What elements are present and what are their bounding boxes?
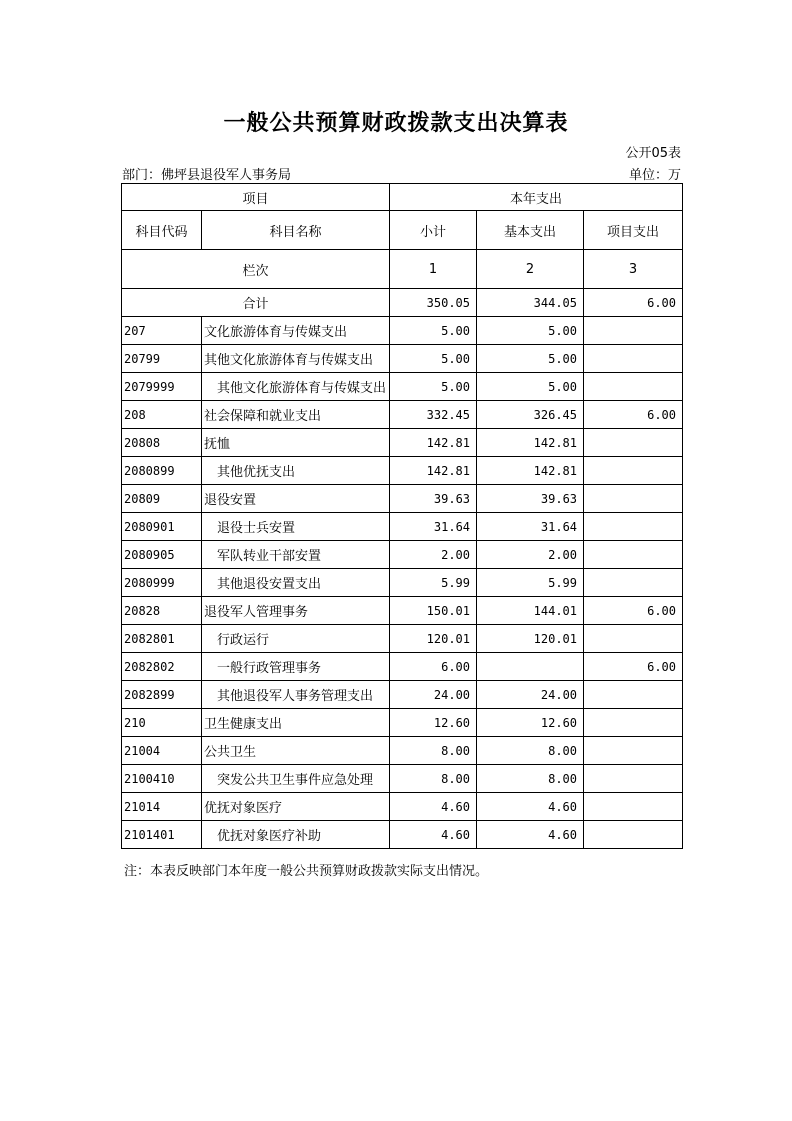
subject-code-cell: 21004 bbox=[122, 737, 202, 765]
column-index-3: 3 bbox=[584, 250, 683, 289]
header-basic: 基本支出 bbox=[477, 211, 584, 250]
subtotal-cell: 332.45 bbox=[390, 401, 477, 429]
table-row bbox=[122, 485, 683, 513]
subject-code-cell: 2082899 bbox=[122, 681, 202, 709]
basic-cell: 142.81 bbox=[477, 429, 584, 457]
basic-cell: 8.00 bbox=[477, 737, 584, 765]
project-cell bbox=[584, 513, 683, 541]
subject-code-cell: 20809 bbox=[122, 485, 202, 513]
basic-cell bbox=[477, 653, 584, 681]
project-cell bbox=[584, 541, 683, 569]
header-project: 项目 bbox=[122, 184, 390, 211]
project-cell bbox=[584, 709, 683, 737]
table-row bbox=[122, 793, 683, 821]
project-cell bbox=[584, 765, 683, 793]
project-cell bbox=[584, 821, 683, 849]
table-row bbox=[122, 401, 683, 429]
subject-code-cell: 2080901 bbox=[122, 513, 202, 541]
subject-name-cell: 其他文化旅游体育与传媒支出 bbox=[202, 373, 390, 401]
project-cell bbox=[584, 569, 683, 597]
table-row bbox=[122, 625, 683, 653]
subtotal-cell: 8.00 bbox=[390, 737, 477, 765]
subject-name-cell: 社会保障和就业支出 bbox=[202, 401, 390, 429]
project-cell bbox=[584, 681, 683, 709]
header-subject-code: 科目代码 bbox=[122, 211, 202, 250]
subject-name-cell: 突发公共卫生事件应急处理 bbox=[202, 765, 390, 793]
report-title: 一般公共预算财政拨款支出决算表 bbox=[223, 111, 569, 136]
project-cell: 6.00 bbox=[584, 597, 683, 625]
subject-name-cell: 卫生健康支出 bbox=[202, 709, 390, 737]
table-row bbox=[122, 373, 683, 401]
subject-code-cell: 208 bbox=[122, 401, 202, 429]
basic-cell: 5.00 bbox=[477, 345, 584, 373]
header-current-year: 本年支出 bbox=[390, 184, 683, 211]
subject-name-cell: 公共卫生 bbox=[202, 737, 390, 765]
project-cell: 6.00 bbox=[584, 653, 683, 681]
basic-cell: 326.45 bbox=[477, 401, 584, 429]
table-row bbox=[122, 653, 683, 681]
expenditure-table bbox=[121, 183, 683, 849]
table-row bbox=[122, 541, 683, 569]
subtotal-cell: 31.64 bbox=[390, 513, 477, 541]
subject-name-cell: 退役军人管理事务 bbox=[202, 597, 390, 625]
subtotal-cell: 8.00 bbox=[390, 765, 477, 793]
form-code: 公开05表 bbox=[625, 146, 681, 161]
header-row-2 bbox=[122, 211, 683, 250]
subject-code-cell: 2079999 bbox=[122, 373, 202, 401]
subtotal-cell: 5.99 bbox=[390, 569, 477, 597]
subject-code-cell: 207 bbox=[122, 317, 202, 345]
subtotal-cell: 5.00 bbox=[390, 345, 477, 373]
basic-cell: 24.00 bbox=[477, 681, 584, 709]
subject-name-cell: 一般行政管理事务 bbox=[202, 653, 390, 681]
basic-cell: 4.60 bbox=[477, 793, 584, 821]
department-label: 部门：佛坪县退役军人事务局 bbox=[122, 168, 292, 183]
basic-cell: 144.01 bbox=[477, 597, 584, 625]
footnote: 注：本表反映部门本年度一般公共预算财政拨款实际支出情况。 bbox=[124, 864, 489, 879]
project-cell bbox=[584, 625, 683, 653]
basic-cell: 12.60 bbox=[477, 709, 584, 737]
project-cell bbox=[584, 317, 683, 345]
project-cell bbox=[584, 457, 683, 485]
subtotal-cell: 5.00 bbox=[390, 373, 477, 401]
subtotal-cell: 2.00 bbox=[390, 541, 477, 569]
subject-name-cell: 其他文化旅游体育与传媒支出 bbox=[202, 345, 390, 373]
subject-name-cell: 其他退役军人事务管理支出 bbox=[202, 681, 390, 709]
subject-name-cell: 其他优抚支出 bbox=[202, 457, 390, 485]
table-row bbox=[122, 765, 683, 793]
basic-cell: 120.01 bbox=[477, 625, 584, 653]
subject-code-cell: 21014 bbox=[122, 793, 202, 821]
project-cell bbox=[584, 485, 683, 513]
table-row bbox=[122, 821, 683, 849]
project-cell: 6.00 bbox=[584, 401, 683, 429]
project-cell bbox=[584, 793, 683, 821]
subject-code-cell: 2082801 bbox=[122, 625, 202, 653]
subject-name-cell: 优抚对象医疗 bbox=[202, 793, 390, 821]
project-cell bbox=[584, 429, 683, 457]
total-row bbox=[122, 289, 683, 317]
subject-code-cell: 2101401 bbox=[122, 821, 202, 849]
project-cell bbox=[584, 373, 683, 401]
table-row bbox=[122, 737, 683, 765]
subtotal-cell: 12.60 bbox=[390, 709, 477, 737]
subject-name-cell: 行政运行 bbox=[202, 625, 390, 653]
basic-cell: 5.00 bbox=[477, 373, 584, 401]
table-row bbox=[122, 345, 683, 373]
subject-code-cell: 2082802 bbox=[122, 653, 202, 681]
subject-name-cell: 退役安置 bbox=[202, 485, 390, 513]
table-row bbox=[122, 429, 683, 457]
basic-cell: 142.81 bbox=[477, 457, 584, 485]
total-subtotal: 350.05 bbox=[390, 289, 477, 317]
basic-cell: 5.99 bbox=[477, 569, 584, 597]
subtotal-cell: 150.01 bbox=[390, 597, 477, 625]
basic-cell: 39.63 bbox=[477, 485, 584, 513]
subject-name-cell: 军队转业干部安置 bbox=[202, 541, 390, 569]
subtotal-cell: 142.81 bbox=[390, 457, 477, 485]
subtotal-cell: 120.01 bbox=[390, 625, 477, 653]
table-row bbox=[122, 569, 683, 597]
subject-code-cell: 2080905 bbox=[122, 541, 202, 569]
subject-code-cell: 2080999 bbox=[122, 569, 202, 597]
table-row bbox=[122, 457, 683, 485]
column-index-2: 2 bbox=[477, 250, 584, 289]
header-subject-name: 科目名称 bbox=[202, 211, 390, 250]
column-index-1: 1 bbox=[390, 250, 477, 289]
subtotal-cell: 4.60 bbox=[390, 821, 477, 849]
table-row bbox=[122, 681, 683, 709]
subject-name-cell: 抚恤 bbox=[202, 429, 390, 457]
subject-code-cell: 2080899 bbox=[122, 457, 202, 485]
subject-name-cell: 文化旅游体育与传媒支出 bbox=[202, 317, 390, 345]
project-cell bbox=[584, 345, 683, 373]
subtotal-cell: 5.00 bbox=[390, 317, 477, 345]
subtotal-cell: 24.00 bbox=[390, 681, 477, 709]
subject-code-cell: 2100410 bbox=[122, 765, 202, 793]
basic-cell: 4.60 bbox=[477, 821, 584, 849]
header-row-1 bbox=[122, 184, 683, 211]
subject-name-cell: 其他退役安置支出 bbox=[202, 569, 390, 597]
subtotal-cell: 39.63 bbox=[390, 485, 477, 513]
basic-cell: 8.00 bbox=[477, 765, 584, 793]
total-basic: 344.05 bbox=[477, 289, 584, 317]
basic-cell: 5.00 bbox=[477, 317, 584, 345]
project-cell bbox=[584, 737, 683, 765]
subject-code-cell: 20808 bbox=[122, 429, 202, 457]
column-label: 栏次 bbox=[122, 250, 390, 289]
table-row bbox=[122, 709, 683, 737]
subtotal-cell: 4.60 bbox=[390, 793, 477, 821]
unit-label: 单位：万 bbox=[628, 168, 681, 183]
header-project-exp: 项目支出 bbox=[584, 211, 683, 250]
basic-cell: 31.64 bbox=[477, 513, 584, 541]
total-project: 6.00 bbox=[584, 289, 683, 317]
column-index-row bbox=[122, 250, 683, 289]
basic-cell: 2.00 bbox=[477, 541, 584, 569]
subject-code-cell: 20799 bbox=[122, 345, 202, 373]
subject-code-cell: 210 bbox=[122, 709, 202, 737]
subtotal-cell: 6.00 bbox=[390, 653, 477, 681]
subject-name-cell: 优抚对象医疗补助 bbox=[202, 821, 390, 849]
subtotal-cell: 142.81 bbox=[390, 429, 477, 457]
subject-name-cell: 退役士兵安置 bbox=[202, 513, 390, 541]
table-row bbox=[122, 513, 683, 541]
table-row bbox=[122, 597, 683, 625]
table-row bbox=[122, 317, 683, 345]
header-subtotal: 小计 bbox=[390, 211, 477, 250]
total-label: 合计 bbox=[122, 289, 390, 317]
subject-code-cell: 20828 bbox=[122, 597, 202, 625]
